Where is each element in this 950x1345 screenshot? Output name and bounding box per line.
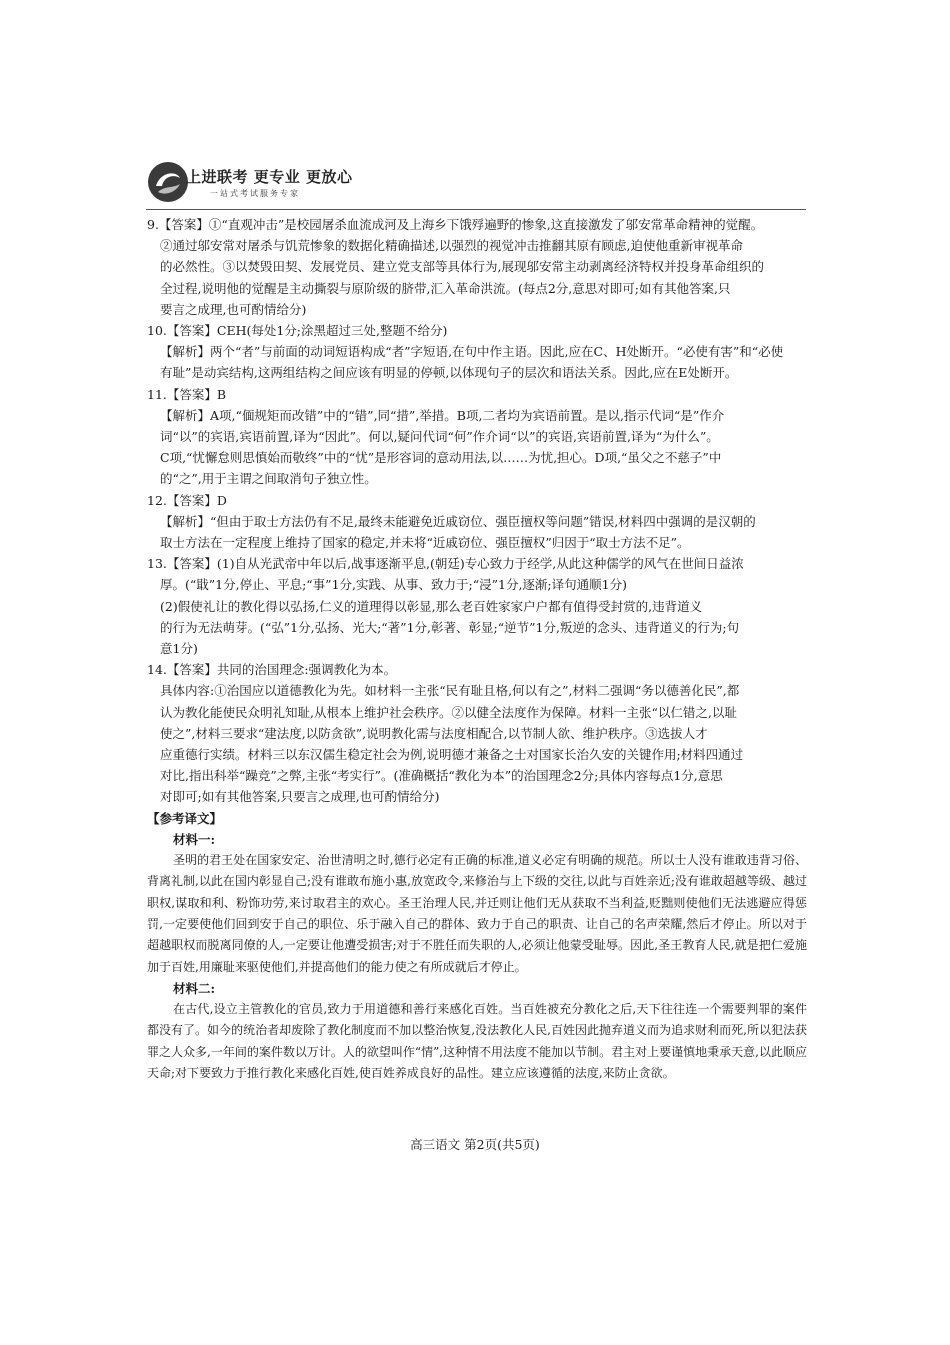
- answer-line: (2)假使礼让的教化得以弘扬,仁义的道理得以彰显,那么老百姓家家户户都有值得受封赏的,违背道义: [160, 598, 703, 614]
- answer-item-9: [147, 214, 807, 320]
- answer-line: 9.【答案】①“直观冲击”是校园屠杀血流成河及上海乡下饿殍遍野的惨象,这直接激发了邬安常革命精神的觉醒。: [147, 217, 764, 232]
- answer-line: 【解析】“但由于取士方法仍有不足,最终未能避免近戚窃位、强臣擅权等问题”错误,材料四中强调的是汉朝的: [160, 513, 756, 529]
- answer-line: 使之”,材料三要求“建法度,以防贪欲”,说明教化需与法度相配合,以节制人欲、维护秩序。③选拔人才: [160, 725, 708, 741]
- answer-line: 有耻”是动宾结构,这两组结构之间应该有明显的停顿,以体现句子的层次和语法关系。因此,应在E处断开。: [160, 365, 738, 381]
- answer-item-11: [147, 384, 807, 490]
- answer-line: 【解析】A项,“偭规矩而改错”中的“错”,同“措”,举措。B项,二者均为宾语前置。是以,指示代词“是”作介: [160, 407, 725, 423]
- answer-line: 的必然性。③以焚毁田契、发展党员、建立党支部等具体行为,展现邬安常主动剥离经济特权并投身革命组织的: [160, 259, 764, 275]
- answer-line: 要言之成理,也可酌情给分): [160, 301, 307, 317]
- logo-icon: [146, 160, 190, 204]
- answer-line: 应重德行实绩。材料三以东汉儒生稳定社会为例,说明德才兼备之士对国家长治久安的关键作用;材料四通过: [160, 747, 744, 763]
- brand-slogan: 上进联考 更专业 更放心: [186, 168, 353, 186]
- page-footer: 高三语文 第2页(共5页): [410, 1137, 540, 1152]
- answer-item-14: [147, 659, 807, 807]
- answer-line: 【解析】两个“者”与前面的动词短语构成“者”字短语,在句中作主语。因此,应在C、H处断开。“必使有害”和“必使: [160, 344, 784, 360]
- brand-tagline: 一站式考试服务专家: [210, 189, 300, 198]
- answer-line: 词“以”的宾语,宾语前置,译为“因此”。何以,疑问代词“何”作介词“以”的宾语,宾语前置,译为“为什么”。: [160, 429, 719, 445]
- answer-line: 对即可;如有其他答案,只要言之成理,也可酌情给分): [160, 789, 440, 805]
- translation-material-1: [147, 829, 807, 978]
- answer-line: 认为教化能使民众明礼知耻,从根本上维护社会秩序。②以健全法度作为保障。材料一主张“以仁错之,以耻: [160, 704, 737, 720]
- answer-line: 意1分): [160, 641, 198, 657]
- answer-line: C项,“忧懈怠则思慎始而敬终”中的“忧”是形容词的意动用法,以……为忧,担心。D项,“虽父之不慈子”中: [160, 450, 722, 466]
- answer-line: 12.【答案】D: [147, 492, 227, 508]
- answer-line: ②通过邬安常对屠杀与饥荒惨象的数据化精确描述,以强烈的视觉冲击推翻其原有顾虑,迫使他重新审视革命: [160, 238, 743, 254]
- material-text: 圣明的君王处在国家安定、治世清明之时,德行必定有正确的标准,道义必定有明确的规范。所以士人没有谁敢违背习俗、背离礼制,以此在国内彰显自己;没有谁敢布施小惠,放宽政令,来修治与上下级的交往,以此与百姓亲近;没有谁敢超越等级、越过职权,谋取和利、粉饰功劳,来讨取君主的欢心。圣王治理人民,并迁则让他们无从获取不当利益,贬黜则使他们无法逃避应得惩罚,一定要使他们回到安于自己的职位、乐于融入自己的群体、致力于自己的职责、让自己的名声荣耀,然后才停止。所以对于超越职权而脱离同僚的人,一定要让他遭受损害;对于不胜任而失职的人,必须让他蒙受耻辱。因此,圣王教育人民,就是把仁爱施加于百姓,用廉耻来驱使他们,并提高他们的能力使之有所成就后才停止。: [147, 853, 807, 974]
- answer-line: 13.【答案】(1)自从光武帝中年以后,战事逐渐平息,(朝廷)专心致力于经学,从此这种儒学的风气在世间日益浓: [147, 556, 744, 572]
- answer-line: 11.【答案】B: [147, 386, 227, 402]
- header: [146, 160, 806, 206]
- answer-line: 具体内容:①治国应以道德教化为先。如材料一主张“民有耻且格,何以有之”,材料二强调“务以德善化民”,都: [160, 683, 740, 699]
- answer-item-12: [147, 490, 807, 554]
- answer-line: 全过程,说明他的觉醒是主动撕裂与原阶级的脐带,汇入革命洪流。(每点2分,意思对即可;如有其他答案,只: [160, 280, 731, 296]
- answer-line: 的行为无法萌芽。(“弘”1分,弘扬、光大;“著”1分,彰著、彰显;“逆节”1分,叛逆的念头、违背道义的行为;句: [160, 619, 740, 635]
- answer-line: 厚。(“戢”1分,停止、平息;“事”1分,实践、从事、致力于;“浸”1分,逐渐;译句通顺1分): [160, 577, 627, 593]
- answer-line: 对比,指出科举“躁竞”之弊,主张“考实行”。(准确概括“教化为本”的治国理念2分;具体内容每点1分,意思: [160, 768, 723, 784]
- answer-item-13: [147, 553, 807, 659]
- material-title: 材料二:: [173, 980, 216, 996]
- translation-heading: 【参考译文】: [147, 810, 223, 826]
- answer-line: 14.【答案】共同的治国理念:强调教化为本。: [147, 662, 397, 678]
- material-text: 在古代,设立主管教化的官员,致力于用道德和善行来感化百姓。当百姓被充分教化之后,天下往往连一个需要判罪的案件都没有了。如今的统治者却废除了教化制度而不加以整治恢复,没法教化人民,百姓因此抛弃道义而为追求财利而死,所以犯法获罪之人众多,一年间的案件数以万计。人的欲望叫作“情”,这种情不用法度不能加以节制。君主对上要谨慎地秉承天意,以此顺应天命;对下要致力于推行教化来感化百姓,使百姓养成良好的品性。建立应该遵循的法度,来防止贪欲。: [147, 1002, 807, 1080]
- answer-item-10: [147, 320, 807, 384]
- material-title: 材料一:: [173, 831, 216, 847]
- translation-material-2: [147, 978, 807, 1084]
- answer-line: 取士方法在一定程度上维持了国家的稳定,并未将“近戚窃位、强臣擅权”归因于“取士方法不足”。: [160, 535, 690, 551]
- answer-line: 的“之”,用于主谓之间取消句子独立性。: [160, 471, 377, 487]
- header-divider: [146, 209, 806, 210]
- answer-content: [147, 214, 807, 1084]
- answer-line: 10.【答案】CEH(每处1分;涂黑超过三处,整题不给分): [147, 323, 448, 339]
